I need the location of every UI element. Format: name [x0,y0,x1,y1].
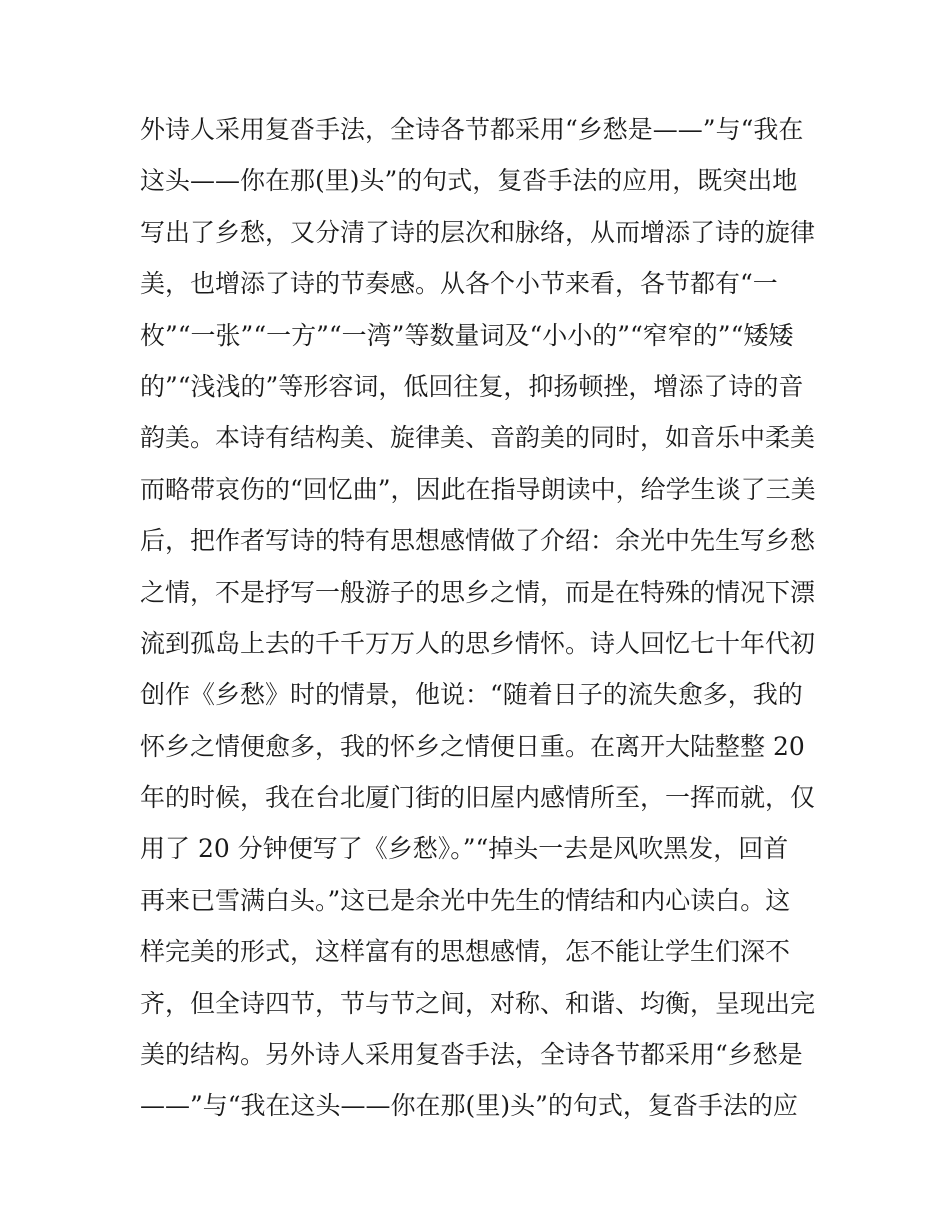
text-line: 怀乡之情便愈多，我的怀乡之情便日重。在离开大陆整整 20 [140,731,805,761]
text-line: 创作《乡愁》时的情景，他说：“随着日子的流失愈多，我的 [140,680,803,710]
text-line: 写出了乡愁，又分清了诗的层次和脉络，从而增添了诗的旋律 [140,217,816,247]
text-line: ——”与“我在这头——你在那(里)头”的句式，复沓手法的应 [140,1091,798,1121]
text-line: 之情，不是抒写一般游子的思乡之情，而是在特殊的情况下漂 [140,577,816,607]
text-line: 再来已雪满白头。”这已是余光中先生的情结和内心读白。这 [140,885,791,915]
text-line: 美，也增添了诗的节奏感。从各个小节来看，各节都有“一 [140,269,778,299]
text-line: 外诗人采用复沓手法，全诗各节都采用“乡愁是——”与“我在 [140,115,804,144]
text-line: 年的时候，我在台北厦门街的旧屋内感情所至，一挥而就，仅 [140,783,816,813]
text-line: 的”“浅浅的”等形容词，低回往复，抑扬顿挫，增添了诗的音 [140,371,804,401]
text-line: 样完美的形式，这样富有的思想感情，怎不能让学生们深不 [140,937,791,967]
text-line: 而略带哀伤的“回忆曲”，因此在指导朗读中，给学生谈了三美 [140,474,816,504]
text-line: 这头——你在那(里)头”的句式，复沓手法的应用，既突出地 [140,166,798,196]
text-line: 齐，但全诗四节，节与节之间，对称、和谐、均衡，呈现出完 [140,988,816,1018]
text-line: 后，把作者写诗的特有思想感情做了介绍：余光中先生写乡愁 [140,526,816,556]
text-line: 枚”“一张”“一方”“一湾”等数量词及“小小的”“窄窄的”“矮矮 [140,320,794,350]
body-text [140,104,830,1132]
text-line: 美的结构。另外诗人采用复沓手法，全诗各节都采用“乡愁是 [140,1040,803,1070]
text-line: 用了 20 分钟便写了《乡愁》。”“掉头一去是风吹黑发，回首 [140,834,789,864]
text-line: 流到孤岛上去的千千万万人的思乡情怀。诗人回忆七十年代初 [140,628,816,658]
text-line: 韵美。本诗有结构美、旋律美、音韵美的同时，如音乐中柔美 [140,423,816,453]
